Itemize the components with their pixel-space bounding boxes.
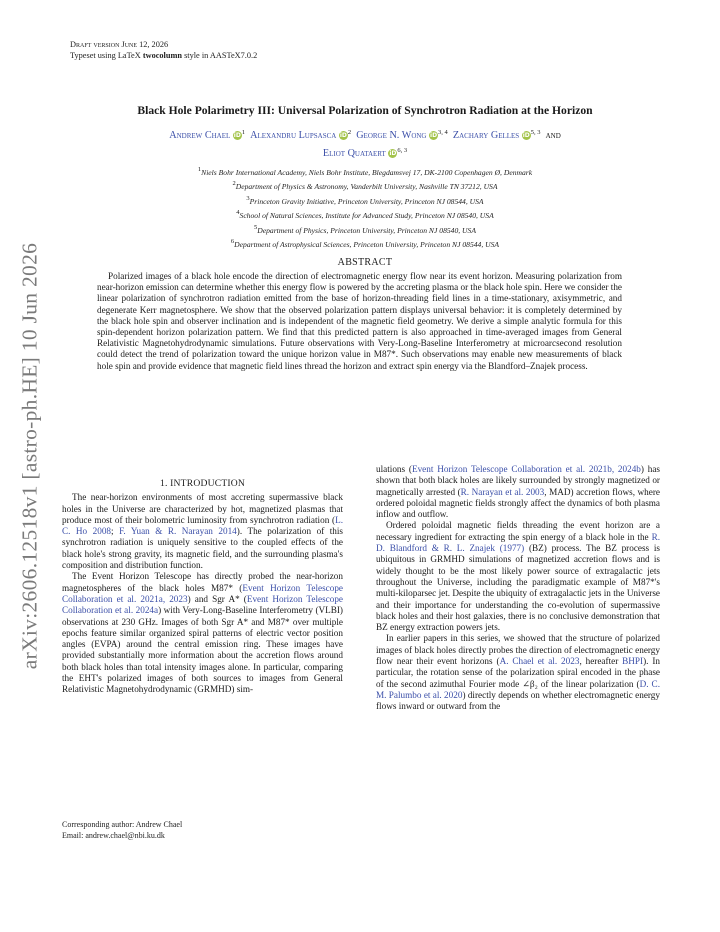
paragraph-text: , hereafter <box>579 656 623 667</box>
paragraph <box>62 571 343 695</box>
affiliation: 2Department of Physics & Astronomy, Vanderbilt University, Nashville TN 37212, USA <box>232 180 498 192</box>
paragraph-text: Ordered poloidal magnetic fields threading the event horizon are a necessary ingredient for extracting the spin energy of a black hole in the <box>376 520 660 542</box>
author-name[interactable]: Alexandru Lupsasca <box>250 130 337 141</box>
citation-link[interactable]: Event Horizon Telescope Collaboration et al. 2021b, 2024b <box>411 464 641 474</box>
orcid-icon[interactable]: iD <box>233 132 241 139</box>
citation-link[interactable]: A. Chael et al. 2023 <box>499 656 580 667</box>
author-name[interactable]: Eliot Quataert <box>322 147 386 159</box>
paragraph-text: ) has shown that both black holes are likely surrounded by strongly magnetized or magnetically arrested ( <box>376 464 661 497</box>
abstract-text: Polarized images of a black hole encode the direction of electromagnetic energy flow near its event horizon. Measuring polarization from near-horizon emission can determine whether this energy flow is powered by the accreting plasma or the black hole spin. Here we consider the linear polarization of synchrotron radiation emitted from the base of horizon-threading field lines in a time-stationary, axisymmetric, and degenerate Kerr magnetosphere. We show that the observed polarization pattern displays universal behavior: it is completely determined by the black hole spin and observer inclination and is independent of the magnetic field geometry. We derive a simple analytic formula for this spin-dependent horizon polarization pattern. We find that this predicted pattern is also approached in time-averaged images from General Relativistic Magnetohydrodynamic simulations. Future observations with Very-Long-Baseline Interferometry at microarcsecond resolution could detect the trend of polarization toward the unique horizon value in M87*. Such observations may enable new measurements of black hole spin and provide evidence that magnetic field lines thread the horizon and extract spin energy via the Blandford–Znajek process. <box>97 271 622 371</box>
citation-link[interactable]: D. C. M. Palumbo et al. 2020 <box>376 678 660 700</box>
orcid-icon[interactable]: iD <box>339 132 347 139</box>
citation-link[interactable]: F. Yuan & R. Narayan 2014 <box>119 526 237 537</box>
paragraph <box>376 520 660 633</box>
paragraph <box>62 492 343 571</box>
corresponding-author: Corresponding author: Andrew Chael <box>62 820 183 829</box>
paragraph-text: ulations ( <box>376 464 412 474</box>
paragraph-text: ) and Sgr A* ( <box>187 593 247 604</box>
citation-link[interactable]: BHPI <box>622 656 644 667</box>
arxiv-sidebar <box>10 226 50 686</box>
paragraph-text: ) directly depends on whether electromagnetic energy flows inward or outward from the <box>376 689 660 712</box>
page-header <box>70 39 257 61</box>
paragraph <box>376 633 660 712</box>
paragraph-text: ) with Very-Long-Baseline Interferometry (VLBI) observations at 230 GHz. Images of both Sgr A* and M87* over multiple epochs feature similar organized spiral patterns of electric vector position angles (EVPA) around the central emission ring. These images have provided substantially more information about the accretion flows around both black holes than total intensity images alone. In particular, comparing the EHT's polarized images of both sources to images from General Relativistic Magnetohydrodynamic (GRMHD) sim- <box>62 605 343 695</box>
author-email: Email: andrew.chael@nbi.ku.dk <box>62 830 165 840</box>
citation-link[interactable]: R. Narayan et al. 2003 <box>460 486 545 497</box>
authors-and: and <box>545 130 561 141</box>
affiliation: 5Department of Physics, Princeton University, Princeton NJ 08540, USA <box>254 223 476 235</box>
corresponding-author-footnote <box>62 820 343 841</box>
arxiv-id: arXiv:2606.12518v1 [astro-ph.HE] 10 Jun 2026 <box>17 242 42 670</box>
author-list: Andrew Chael $iD^1$ Alexandru Lupsasca $iD^2$ George N. Wong iD$^{3, 4}$ Zachary Gelles iD$^{5, 3}$ and Eliot Quataert iD$^{6, 3}$ <box>169 129 561 159</box>
abstract-heading: ABSTRACT <box>337 257 393 268</box>
orcid-icon[interactable]: iD <box>389 149 397 157</box>
paragraph-text: ; <box>111 526 120 537</box>
latex-logo: LaTeX <box>117 51 141 60</box>
section-heading: 1. INTRODUCTION <box>159 478 246 489</box>
right-column <box>376 464 660 713</box>
orcid-icon[interactable]: iD <box>522 132 530 139</box>
citation-link[interactable]: Event Horizon Telescope Collaboration et al. 2021a, 2023 <box>62 582 343 604</box>
paragraph-text: (BZ) process. The BZ process is ubiquitous in GRMHD simulations of magnetized accretion flows and is widely thought to be the most likely power source of extragalactic jets throughout the Universe, including the paradigmatic example of M87*'s multi-kiloparsec jet. Despite the ubiquity of extragalactic jets in the Universe and their importance for understanding the co-evolution of supermassive black holes and their host galaxies, there is no conclusive demonstration that BZ energy extraction powers jets. <box>376 543 661 633</box>
paragraph <box>376 464 660 520</box>
author-name[interactable]: George N. Wong <box>356 130 427 141</box>
typeset-line: Typeset using LaTeX twocolumn style in AASTeX7.0.2 <box>70 51 258 60</box>
paragraph-text: In earlier papers in this series, we showed that the structure of polarized images of black holes directly probes the direction of electromagnetic energy flow near their event horizons ( <box>376 633 660 667</box>
paragraph-text: The Event Horizon Telescope has directly probed the near-horizon magnetospheres of the black holes M87* ( <box>62 571 343 593</box>
orcid-icon[interactable]: iD <box>430 132 438 139</box>
citation-link[interactable]: R. D. Blandford & R. L. Znajek (1977) <box>376 531 660 554</box>
author-name[interactable]: Zachary Gelles <box>452 130 520 141</box>
paper-title: Black Hole Polarimetry III: Universal Polarization of Synchrotron Radiation at the Horizon <box>137 104 593 117</box>
author-name[interactable]: Andrew Chael <box>169 130 231 141</box>
citation-link[interactable]: Event Horizon Telescope Collaboration et al. 2024a <box>62 593 343 616</box>
affiliation: 6Department of Astrophysical Sciences, Princeton University, Princeton NJ 08544, USA <box>230 238 500 250</box>
affiliation: 3Princeton Gravity Initiative, Princeton University, Princeton NJ 08544, USA <box>246 194 484 206</box>
paragraph-text: The near-horizon environments of most accreting supermassive black holes in the Universe are characterized by hot, magnetized plasmas that produce most of their bolometric luminosity from synchrotron radiation ( <box>62 492 343 525</box>
draft-line: Draft version June 12, 2026 <box>70 40 169 49</box>
citation-link[interactable]: L. C. Ho 2008 <box>62 514 343 537</box>
affiliations <box>70 164 660 250</box>
left-column <box>62 478 343 696</box>
paragraph-text: ). In particular, the rotation sense of the polarization spiral encoded in the phase of the second azimuthal Fourier mode ∠β₂ of the linear polarization ( <box>376 656 661 689</box>
paragraph-text: , MAD) accretion flows, where ordered poloidal magnetic fields strongly affect the dynamics of both plasma inflow and outflow. <box>376 486 660 520</box>
affiliation: 4School of Natural Sciences, Institute for Advanced Study, Princeton NJ 08540, USA <box>236 209 494 221</box>
affiliation: 1Niels Bohr International Academy, Niels Bohr Institute, Blegdamsvej 17, DK-2100 Copenhagen Ø, Denmark <box>197 166 533 177</box>
paragraph-text: ). The polarization of this synchrotron radiation is uniquely sensitive to the coupled effects of the black hole's strong gravity, its magnetic field, and the surrounding plasma's composition and distribution function. <box>62 526 344 571</box>
